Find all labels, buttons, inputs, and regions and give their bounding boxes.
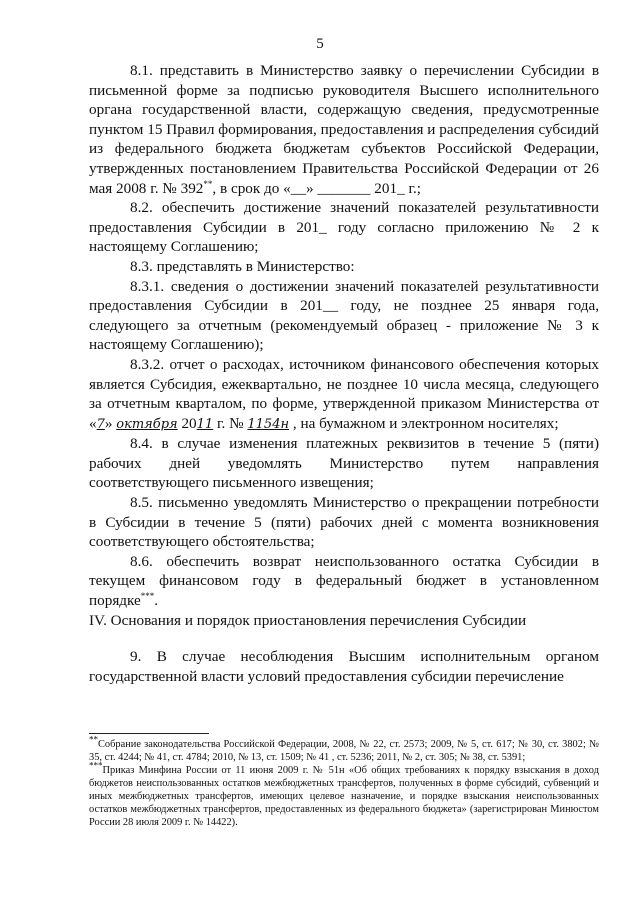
document-body (89, 61, 599, 686)
handwritten-year: 11 (196, 416, 214, 432)
paragraph-8-2: 8.2. обеспечить достижение значений показателей результативности предоставления Субсидии в 201_ году согласно приложению № 2 к настоящему Соглашению; (89, 199, 599, 256)
paragraph-8-3: 8.3. представлять в Министерство: (130, 257, 355, 275)
section-heading-iv: IV. Основания и порядок приостановления перечисления Субсидии (89, 611, 527, 629)
footnote-ref-3: *** (140, 590, 155, 601)
paragraph-8-3-2: 8.3.2. отчет о расходах, источником финансового обеспечения которых является Субсидия, ежеквартально, не позднее 10 числа месяца, следующего за отчетным кварталом, по форме, утвержденной приказом Министерства от «7» октября 2011 г. № 1154н , на бумажном и электронном носителях; (89, 355, 599, 432)
page-number: 5 (316, 36, 324, 52)
handwritten-month: октября (116, 416, 178, 432)
paragraph-8-1: 8.1. представить в Министерство заявку о перечислении Субсидии в письменной форме за подписью руководителя Высшего исполнительного органа государственной власти, содержащую сведения, предусмотренные пунктом 15 Правил формирования, предоставления и распределения субсидий из федерального бюджета бюджетам субъектов Российской Федерации, утвержденных постановлением Правительства Российской Федерации от 26 мая 2008 г. № 392**, в срок до «__» _______ 201_ г.; (89, 62, 599, 197)
footnote-separator (89, 733, 209, 734)
handwritten-order-number: 1154н (247, 416, 290, 432)
paragraph-8-3-1: 8.3.1. сведения о достижении значений показателей результативности предоставления Субсидии в 201__ году, не позднее 25 января года, следующего за отчетным (рекомендуемый образец - приложение № 3 к настоящему Соглашению); (89, 277, 599, 354)
footnotes (89, 734, 599, 829)
footnote-2: **Собрание законодательства Российской Федерации, 2008, № 22, ст. 2573; 2009, № 5, ст. 617; № 30, ст. 3802; № 35, ст. 4244; № 41, ст. 4784; 2010, № 13, ст. 1509; № 41 , ст. 5236; 2011, № 2, ст. 305; № 38, ст. 5391; (89, 734, 599, 763)
paragraph-8-6: 8.6. обеспечить возврат неиспользованного остатка Субсидии в текущем финансовом году в федеральный бюджет в установленном порядке***. (89, 552, 599, 610)
paragraph-8-4: 8.4. в случае изменения платежных реквизитов в течение 5 (пяти) рабочих дней уведомлять Министерство путем направления соответствующего письменного извещения; (89, 435, 599, 492)
footnote-ref-2: ** (203, 178, 213, 189)
paragraph-9: 9. В случае несоблюдения Высшим исполнительным органом государственной власти условий предоставления субсидии перечисление (89, 648, 599, 685)
footnote-3: ***Приказ Минфина России от 11 июня 2009 г. № 51н «Об общих требованиях к порядку взыскания в доход бюджетов неиспользованных остатков межбюджетных трансфертов, полученных в форме субсидий, субвенций и иных межбюджетных трансфертов, имеющих целевое назначение, и порядке взыскания неиспользованных остатков межбюджетных трансфертов, предоставленных из федерального бюджета» (зарегистрирован Минюстом России 28 июля 2009 г. № 14422). (89, 760, 599, 828)
paragraph-8-5: 8.5. письменно уведомлять Министерство о прекращении потребности в Субсидии в течение 5 (пяти) рабочих дней с момента возникновения соответствующего обстоятельства; (89, 494, 599, 551)
handwritten-day: 7 (96, 416, 105, 432)
